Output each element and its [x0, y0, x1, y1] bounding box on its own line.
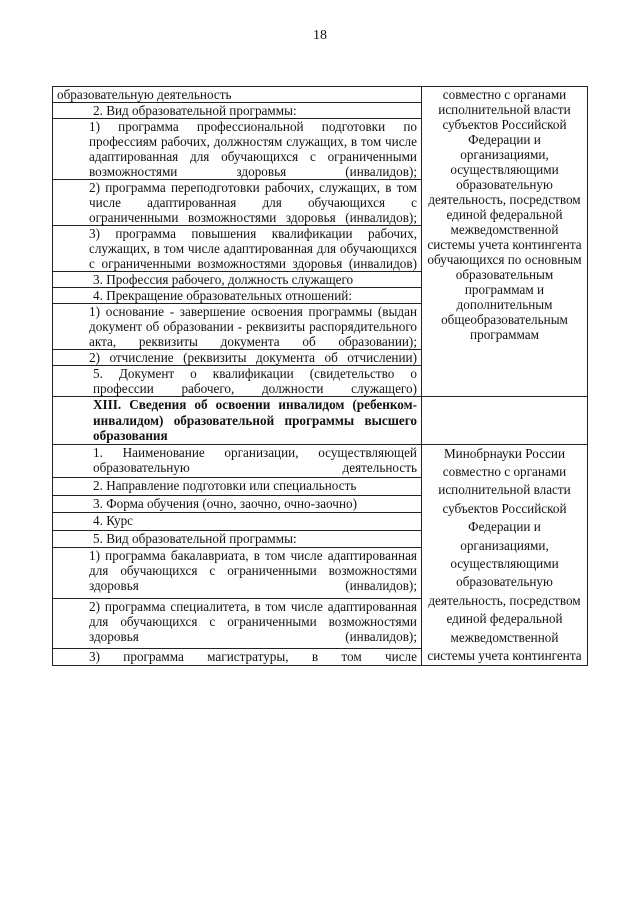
row-profession: 3. Профессия рабочего, должность служащего [53, 272, 422, 288]
row-termination-heading: 4. Прекращение образовательных отношений: [53, 288, 422, 304]
row-field-of-study: 2. Направление подготовки или специальность [53, 478, 422, 495]
row-course: 4. Курс [53, 513, 422, 530]
responsible-bodies-text-a: совместно с органами исполнительной власти субъектов Российской Федерации и организациями, осуществляющими образовательную деятельность, посредством единой федеральной межведомственной системы учета контингента обучающихся по основным образовательным программам и дополнительным общеобразовательным программам [427, 87, 582, 342]
responsible-bodies-cell-a [422, 87, 588, 397]
row-program-specialist: 2) программа специалитета, в том числе адаптированная для обучающихся с ограниченными возможностями здоровья (инвалидов); [53, 598, 422, 648]
row-program-type-heading: 2. Вид образовательной программы: [53, 103, 422, 119]
responsible-bodies-cell-b [422, 444, 588, 666]
row-program-type-heading-b: 5. Вид образовательной программы: [53, 530, 422, 547]
row-termination-completion: 1) основание - завершение освоения программы (выдан документ об образовании - реквизиты распорядительного акта, реквизиты документа об образовании); [53, 304, 422, 350]
document-table [52, 86, 588, 666]
row-program-master: 3) программа магистратуры, в том числе [53, 648, 422, 666]
row-org-continued: образовательную деятельность [53, 87, 422, 103]
page-number: 18 [313, 28, 327, 43]
row-program-qualification: 3) программа повышения квалификации рабочих, служащих, в том числе адаптированная для обучающихся с ограниченными возможностями здоровья (инвалидов) [53, 226, 422, 272]
empty-right-cell [422, 397, 588, 445]
row-program-bachelor: 1) программа бакалавриата, в том числе адаптированная для обучающихся с ограниченными возможностями здоровья (инвалидов); [53, 548, 422, 598]
responsible-bodies-text-b: Минобрнауки России совместно с органами исполнительной власти субъектов Российской Федерации и организациями, осуществляющими образовательную деятельность, посредством единой федеральной межведомственной системы учета контингента [427, 445, 582, 663]
row-qualification-document: 5. Документ о квалификации (свидетельство о профессии рабочего, должности служащего) [53, 366, 422, 397]
section-heading-higher-education: XIII. Сведения об освоении инвалидом (ребенком-инвалидом) образовательной программы высшего образования [53, 397, 422, 445]
row-study-form: 3. Форма обучения (очно, заочно, очно-заочно) [53, 495, 422, 512]
row-termination-expulsion: 2) отчисление (реквизиты документа об отчислении) [53, 350, 422, 366]
row-program-retraining: 2) программа переподготовки рабочих, служащих, в том числе адаптированная для обучающихся с ограниченными возможностями здоровья (инвалидов); [53, 180, 422, 226]
row-program-professional-training: 1) программа профессиональной подготовки по профессиям рабочих, должностям служащих, в том числе адаптированная для обучающихся с ограниченными возможностями здоровья (инвалидов); [53, 119, 422, 180]
row-org-name: 1. Наименование организации, осуществляющей образовательную деятельность [53, 444, 422, 478]
